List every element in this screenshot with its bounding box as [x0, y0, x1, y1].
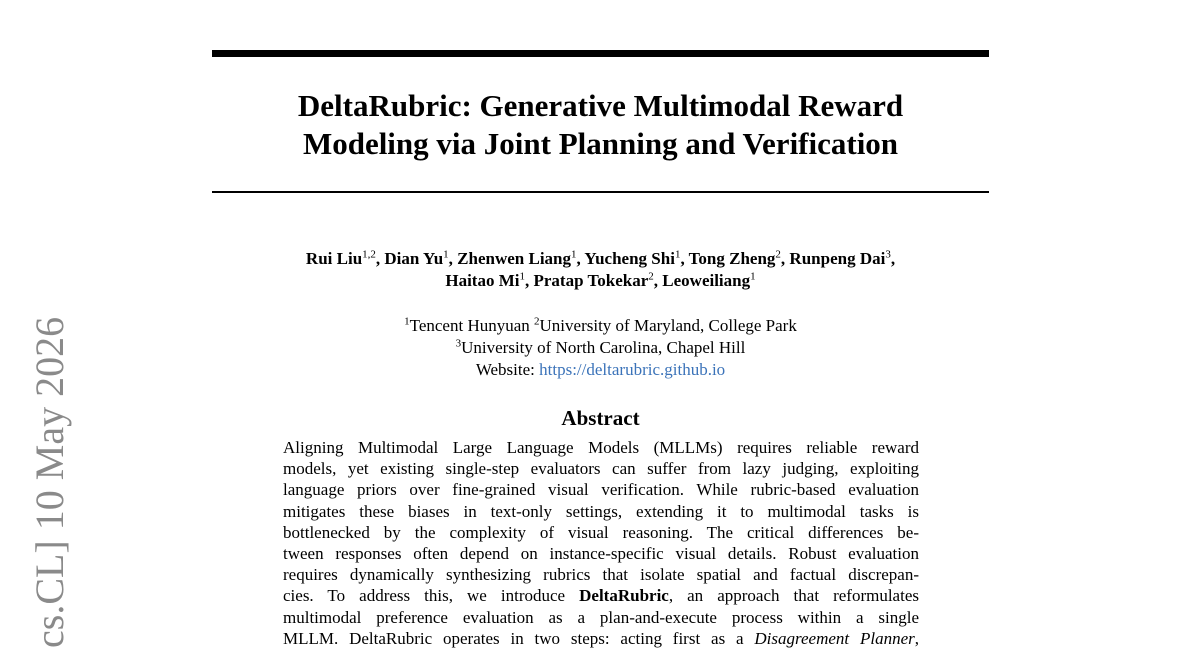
abstract-line: Aligning Multimodal Large Language Models (MLLMs) requires reliable reward: [283, 438, 919, 457]
title-line-1: DeltaRubric: Generative Multimodal Reward: [297, 88, 904, 123]
abstract-line: models, yet existing single-step evaluators can suffer from lazy judging, exploiting: [283, 459, 919, 479]
author-sep: ,: [525, 271, 534, 290]
author-affil-sup: 1: [750, 270, 756, 283]
abstract-text: cies. To address this, we introduce: [283, 586, 580, 606]
paper-title: [212, 87, 989, 163]
author-sep: ,: [448, 249, 458, 268]
author-name: Tong Zheng: [688, 249, 776, 268]
author-affil-sup: 1: [571, 248, 577, 261]
affiliations: [212, 315, 989, 381]
abstract-text: MLLM. DeltaRubric operates in two steps: acting first as a: [283, 628, 755, 648]
author-name: Haitao Mi: [445, 271, 520, 290]
author-sep: ,: [576, 249, 585, 268]
affil-umd: University of Maryland, College Park: [539, 316, 797, 335]
author-line-1: [212, 248, 989, 270]
abstract-body: [283, 437, 919, 648]
title-top-rule: [212, 50, 989, 57]
author-name: Dian Yu: [384, 249, 444, 268]
author-name: Leoweiliang: [662, 271, 751, 290]
author-list: [212, 248, 989, 292]
abstract-line: mitigates these biases in text-only settings, extending it to multimodal tasks is: [283, 501, 919, 521]
website-link[interactable]: https://deltarubric.github.io: [539, 360, 726, 379]
website-label: Website:: [475, 360, 540, 379]
abstract-line: requires dynamically synthesizing rubrics that isolate spatial and factual discrepan-: [283, 565, 919, 585]
affil-unc: University of North Carolina, Chapel Hill: [461, 338, 746, 357]
author-sep: ,: [780, 249, 790, 268]
affil-sup: 1: [404, 315, 410, 328]
author-name: Zhenwen Liang: [457, 249, 571, 268]
title-line-2: Modeling via Joint Planning and Verification: [302, 126, 899, 161]
author-affil-sup: 3: [885, 248, 891, 261]
author-sep: ,: [680, 249, 689, 268]
website-line: [212, 359, 989, 381]
abstract-line: tween responses often depend on instance-specific visual details. Robust evaluation: [283, 544, 919, 564]
affil-sup: 2: [534, 315, 540, 328]
abstract-line: bottlenecked by the complexity of visual reasoning. The critical differences be-: [283, 522, 919, 542]
abstract-text: ,: [914, 628, 919, 648]
abstract-heading: Abstract: [561, 406, 640, 430]
abstract-line: [283, 628, 919, 648]
method-name: DeltaRubric: [579, 586, 669, 606]
title-bottom-rule: [212, 191, 989, 193]
abstract-line: language priors over fine-grained visual verification. While rubric-based evaluation: [283, 480, 919, 500]
affil-sup: 3: [455, 337, 462, 350]
author-affil-sup: 2: [775, 248, 781, 261]
author-sep: ,: [653, 271, 663, 290]
author-affil-sup: 1: [674, 248, 681, 261]
author-affil-sup: 1: [443, 248, 449, 261]
author-sep: ,: [890, 249, 896, 268]
affiliation-line-1: [212, 315, 989, 337]
author-affil-sup: 2: [648, 270, 654, 283]
author-line-2: [212, 270, 989, 292]
author-affil-sup: 1: [519, 270, 525, 283]
affil-tencent: Tencent Hunyuan: [409, 316, 535, 335]
abstract-line: [283, 585, 919, 606]
abstract-line: multimodal preference evaluation as a plan-and-execute process within a single: [283, 607, 919, 627]
author-name: Pratap Tokekar: [533, 271, 649, 290]
author-name: Yucheng Shi: [584, 249, 675, 268]
author-name: Runpeng Dai: [789, 249, 886, 268]
author-name: Rui Liu: [305, 249, 363, 268]
arxiv-side-stamp: cs.CL] 10 May 2026: [27, 316, 72, 648]
abstract-text: , an approach that reformulates: [668, 586, 919, 606]
planner-term: Disagreement Planner: [754, 628, 915, 648]
author-affil-sup: 1,2: [362, 248, 376, 261]
author-sep: ,: [375, 249, 385, 268]
affiliation-line-2: [212, 337, 989, 359]
